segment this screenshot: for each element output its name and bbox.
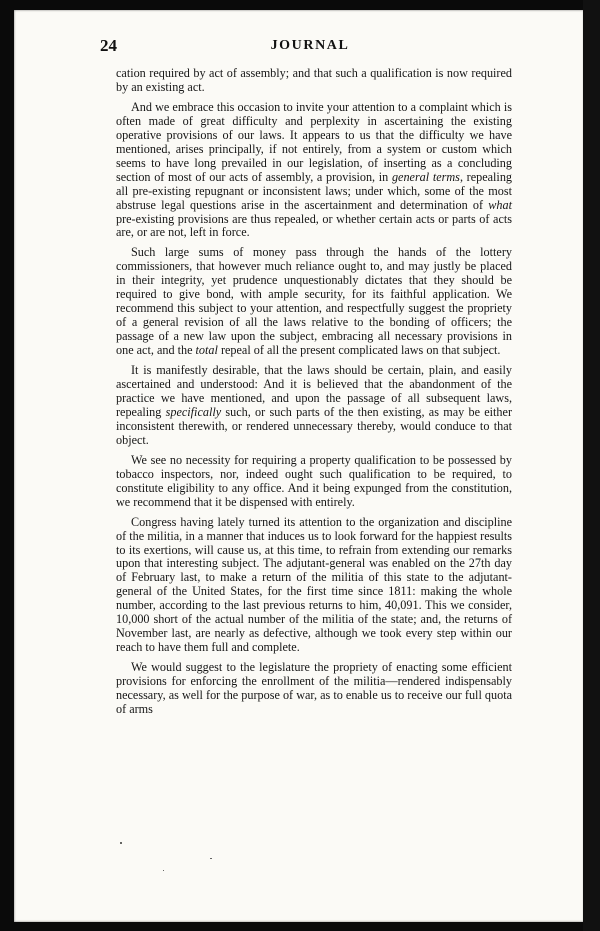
page-number: 24 — [100, 36, 117, 55]
text-run: cation required by act of assembly; and that such a qualification is now required by an existing act. — [116, 66, 512, 94]
italic-text: specifically — [165, 404, 222, 419]
text-run: pre-existing provisions are thus repealed, or whether certain acts or parts of acts are, or are not, left in force. — [116, 211, 512, 240]
paragraph — [116, 364, 512, 448]
paragraph — [116, 516, 512, 656]
text-run: Congress having lately turned its attention to the organization and discipline of the militia, in a manner that induces us to look forward for the happiest results to its exertions, will cause us, at this time, to refrain from extending our remarks upon that interesting subject. The adjutant-general was enabled on the 27th day of February last, to make a return of the militia of this state to the adjutant-general of the United States, for the first time since 1811: making the whole number, according to the last previous returns to him, 40,091. This we consider, 10,000 short of the actual number of the militia of the state; and, the returns of November last, are nearly as defective, although we took every step within our reach to have them full and complete. — [116, 514, 512, 655]
italic-text: what — [488, 197, 512, 212]
text-run: We see no necessity for requiring a property qualification to be possessed by tobacco inspectors, nor, indeed ought such qualification to be required, to constitute eligibility to any office. And it being expunged from the constitution, we recommend that it be dispensed with entirely. — [116, 452, 512, 509]
page-gutter — [583, 0, 600, 931]
text-run: repeal of all the present complicated laws on that subject. — [217, 343, 501, 358]
text-run: We would suggest to the legislature the propriety of enacting some efficient provisions for enforcing the enrollment of the militia—rendered indispensably necessary, as well for the purpose of war, as to enable us to receive our full quota of arms — [116, 660, 512, 716]
scan-speck — [210, 858, 212, 859]
body-text — [116, 67, 512, 723]
text-run: such, or such parts of the then existing, as may be either inconsistent therewith, or rendered unnecessary thereby, would conduce to that object. — [116, 404, 512, 447]
paragraph — [116, 246, 512, 358]
paragraph — [116, 67, 512, 95]
paragraph — [116, 661, 512, 717]
page-header — [100, 34, 520, 56]
paragraph — [116, 454, 512, 510]
scan-speck — [120, 842, 122, 844]
scan-speck — [163, 870, 164, 871]
italic-text: general terms — [391, 169, 460, 184]
italic-text: total — [195, 343, 218, 358]
text-run: It is manifestly desirable, that the laws should be certain, plain, and easily ascertained and understood: And it is believed that the abandonment of the practice we have mentioned, and upon the passage of all subsequent laws, repealing — [116, 363, 512, 419]
text-run: Such large sums of money pass through the hands of the lottery commissioners, that however much reliance ought to, and may justly be placed in their integrity, yet prudence unquestionably dictates that they should be required to give bond, with ample security, for its faithful application. We recommend this subject to your attention, and respectfully suggest the propriety of a general revision of all the laws relative to the bonding of officers; the passage of a new law upon the subject, embracing all necessary provisions in one act, and the — [116, 245, 512, 358]
running-head: JOURNAL — [270, 38, 350, 53]
text-run: , repealing all pre-existing repugnant or inconsistent laws; under which, some of the most abstruse legal questions arise in the ascertainment and determination of — [116, 169, 513, 212]
paragraph — [116, 101, 512, 241]
text-run: And we embrace this occasion to invite your attention to a complaint which is often made of great difficulty and perplexity in ascertaining the existing operative provisions of our laws. It appears to us that the difficulty we have mentioned, arises principally, if not entirely, from a system or custom which seems to have long prevailed in our legislation, of inserting as a concluding section of most of our acts of assembly, a provision, in — [116, 99, 512, 184]
